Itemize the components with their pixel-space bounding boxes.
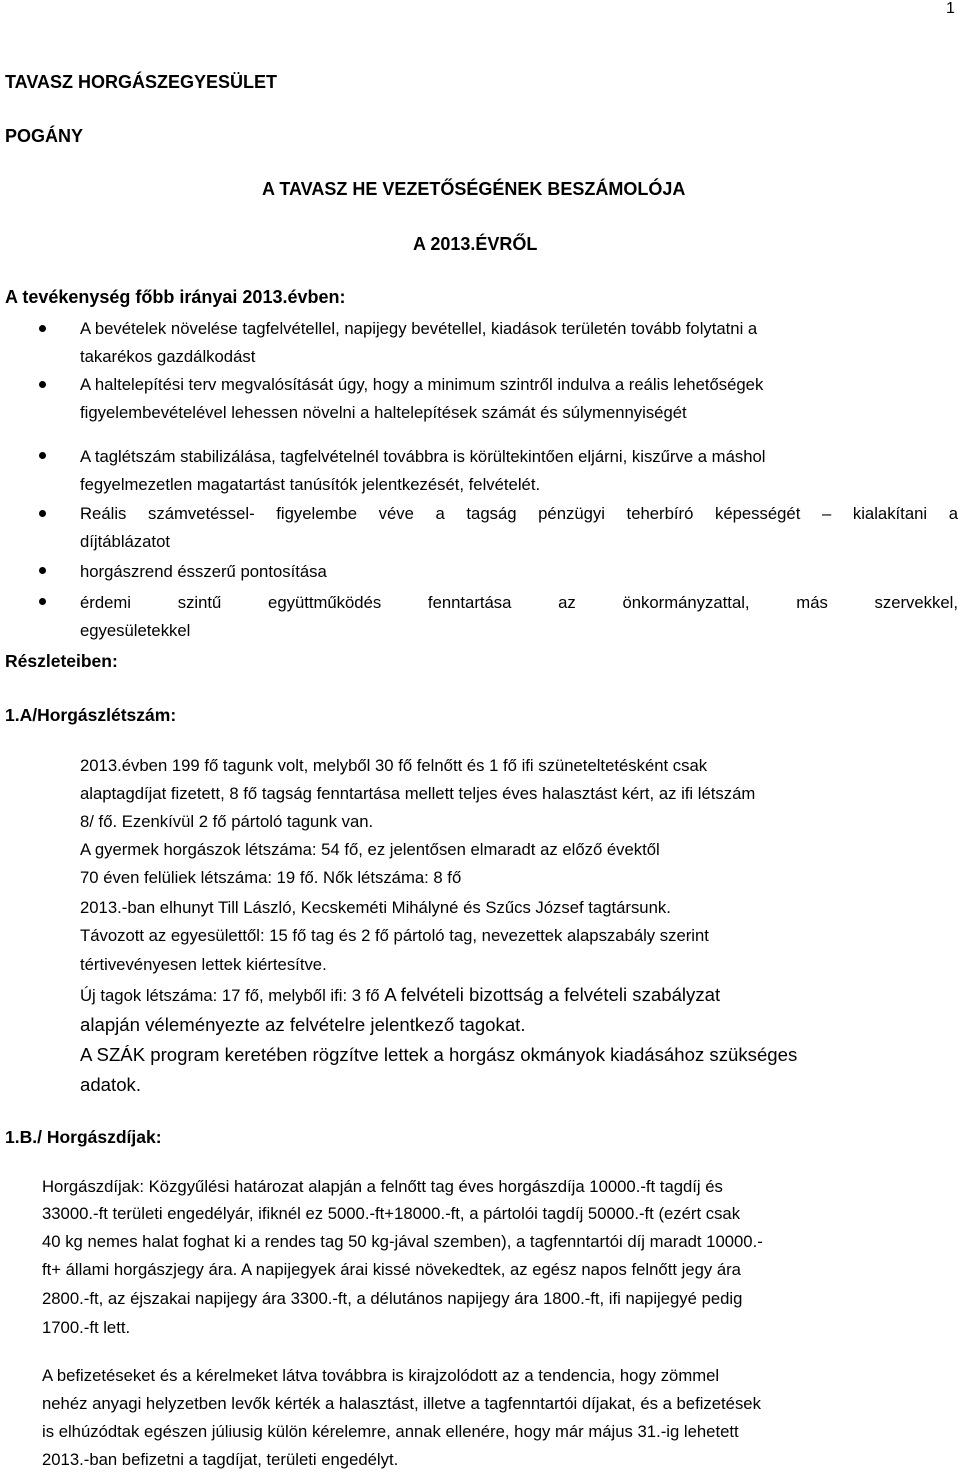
bullet-dot <box>39 567 46 574</box>
section-a-heading: 1.A/Horgászlétszám: <box>5 705 177 725</box>
details-heading: Részleteiben: <box>5 651 118 671</box>
bullet-line: takarékos gazdálkodást <box>80 347 256 366</box>
fees-line: 1700.-ft lett. <box>42 1318 131 1337</box>
section-a-big-line: alapján véleményezte az felvételre jelentkező tagokat. <box>80 1014 526 1035</box>
section-a-line: A gyermek horgászok létszáma: 54 fő, ez jelentősen elmaradt az előző évektől <box>80 840 660 859</box>
fees-line: 40 kg nemes halat foghat ki a rendes tag 50 kg-jával szemben), a tagfenntartói díj maradt 10000.- <box>42 1232 763 1251</box>
payments-line: 2013.-ban befizetni a tagdíjat, területi engedélyt. <box>42 1450 399 1469</box>
bullet-line: horgászrend ésszerű pontosítása <box>80 562 327 581</box>
payments-line: is elhúzódtak egészen júliusig külön kérelemre, annak ellenére, hogy már május 31.-ig lehetett <box>42 1422 739 1441</box>
section-a-line: 2013.évben 199 fő tagunk volt, melyből 30 fő felnőtt és 1 fő ifi szüneteltetésként csak <box>80 756 708 775</box>
location: POGÁNY <box>5 126 84 146</box>
new-members-prefix: Új tagok létszáma: 17 fő, melyből ifi: 3 fő <box>80 986 385 1005</box>
new-members-rest: A felvételi bizottság a felvételi szabályzat <box>384 984 721 1005</box>
section-a-line: tértivevényesen lettek kiértesítve. <box>80 955 327 974</box>
section-a-big-line: adatok. <box>80 1074 141 1095</box>
bullet-line: fegyelmezetlen magatartást tanúsítók jelentkezését, felvételét. <box>80 475 541 494</box>
bullet-dot <box>39 598 46 605</box>
bullet-dot <box>39 381 46 388</box>
payments-line: nehéz anyagi helyzetben levők kérték a halasztást, illetve a tagfenntartói díjakat, és a befizetések <box>42 1394 761 1413</box>
section-a-line: alaptagdíjat fizetett, 8 fő tagság fenntartása mellett teljes éves halasztást kért, az ifi létszám <box>80 784 756 803</box>
bullet-line: A taglétszám stabilizálása, tagfelvételnél továbbra is körültekintően eljárni, kiszűrve a máshol <box>80 447 766 466</box>
payments-line: A befizetéseket és a kérelmeket látva továbbra is kirajzolódott az a tendencia, hogy zömmel <box>42 1366 720 1385</box>
fees-line: ft+ állami horgászjegy ára. A napijegyek árai kissé növekedtek, az egész napos felnőtt jegy ára <box>42 1260 741 1279</box>
bullet-line: Reális számvetéssel- figyelembe véve a tagság pénzügyi teherbíró képességét – kialakítani a <box>80 504 958 523</box>
report-title: A TAVASZ HE VEZETŐSÉGÉNEK BESZÁMOLÓJA <box>262 179 686 199</box>
bullet-line: díjtáblázatot <box>80 532 170 551</box>
org-name: TAVASZ HORGÁSZEGYESÜLET <box>5 72 278 92</box>
section-a-line: 8/ fő. Ezenkívül 2 fő pártoló tagunk van. <box>80 812 374 831</box>
fees-line: Horgászdíjak: Közgyűlési határozat alapján a felnőtt tag éves horgászdíja 10000.-ft tagdíj és <box>42 1177 723 1196</box>
bullet-line: érdemi szintű együttműködés fenntartása az önkormányzattal, más szervekkel, <box>80 593 958 612</box>
bullet-dot <box>39 452 46 459</box>
page-number: 1 <box>946 0 955 17</box>
fees-line: 33000.-ft területi engedélyár, ifiknél ez 5000.-ft+18000.-ft, a pártolói tagdíj 50000.-ft (ezért csak <box>42 1204 741 1223</box>
fees-line: 2800.-ft, az éjszakai napijegy ára 3300.-ft, a délutános napijegy ára 1800.-ft, ifi napijegyé pedig <box>42 1289 743 1308</box>
new-members-line <box>80 980 720 1011</box>
bullet-line: figyelembevételével lehessen növelni a haltelepítések számát és súlymennyiségét <box>80 403 687 422</box>
report-year: A 2013.ÉVRŐL <box>413 234 538 254</box>
section-b-heading: 1.B./ Horgászdíjak: <box>5 1127 162 1147</box>
bullet-dot <box>39 510 46 517</box>
section-a-line: 70 éven felüliek létszáma: 19 fő. Nők létszáma: 8 fő <box>80 868 462 887</box>
bullet-line: A haltelepítési terv megvalósítását úgy, hogy a minimum szintről indulva a reális lehetőségek <box>80 375 764 394</box>
section-a-line: Távozott az egyesülettől: 15 fő tag és 2 fő pártoló tag, nevezettek alapszabály szerint <box>80 926 709 945</box>
bullet-line: egyesületekkel <box>80 621 191 640</box>
section-a-line: 2013.-ban elhunyt Till László, Kecskeméti Mihályné és Szűcs József tagtársunk. <box>80 898 671 917</box>
bullet-line: A bevételek növelése tagfelvétellel, napijegy bevétellel, kiadások területén tovább folytatni a <box>80 319 758 338</box>
bullet-dot <box>39 325 46 332</box>
section-a-big-line: A SZÁK program keretében rögzítve lettek a horgász okmányok kiadásához szükséges <box>80 1044 798 1065</box>
intro-heading: A tevékenység főbb irányai 2013.évben: <box>5 287 346 307</box>
